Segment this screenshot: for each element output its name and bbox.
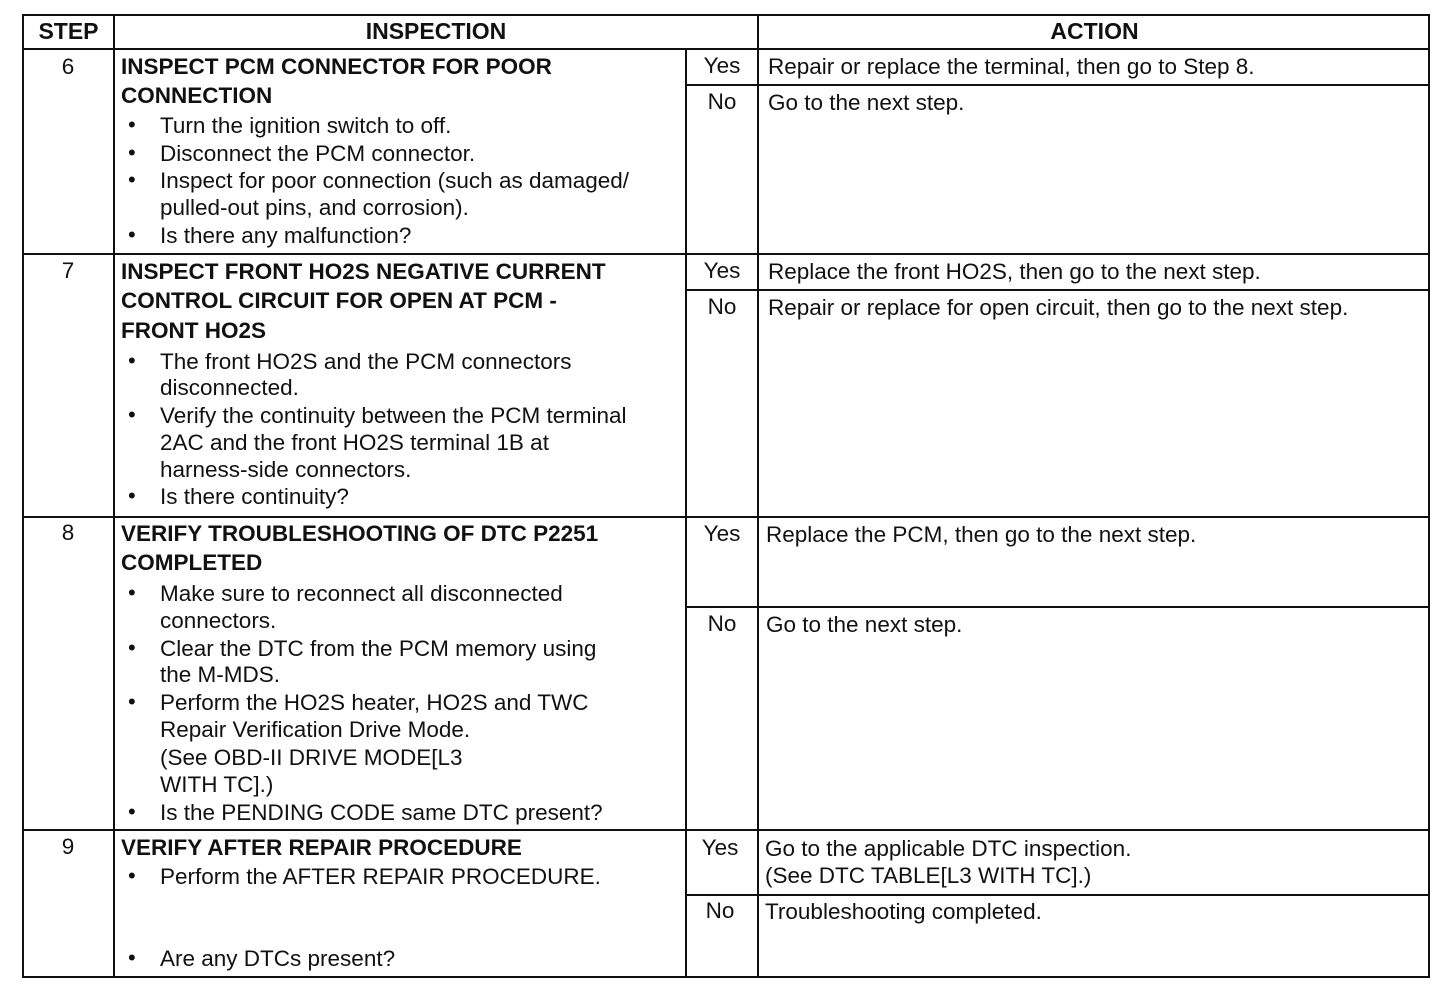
bullet-text: WITH TC].) [160, 772, 274, 797]
bullet-text: pulled-out pins, and corrosion). [160, 195, 469, 220]
yes-no-divider [685, 894, 1430, 896]
no-action: Go to the next step. [768, 90, 965, 115]
yes-label: Yes [703, 521, 741, 546]
bullet-text: (See OBD-II DRIVE MODE[L3 [160, 745, 463, 770]
bullet-text: Perform the HO2S heater, HO2S and TWC [160, 690, 589, 715]
bullet-text: Is the PENDING CODE same DTC present? [160, 800, 603, 825]
bullet-text: disconnected. [160, 375, 299, 400]
bullet-text: the M-MDS. [160, 662, 281, 687]
yes-no-divider [685, 606, 1430, 608]
bullet-text: 2AC and the front HO2S terminal 1B at [160, 430, 549, 455]
header-inspection: INSPECTION [365, 18, 507, 44]
inspection-title-line: CONNECTION [121, 83, 273, 108]
bullet-text: Disconnect the PCM connector. [160, 141, 476, 166]
no-action: Repair or replace for open circuit, then go to the next step. [768, 295, 1349, 320]
bullet-text: Is there continuity? [160, 484, 349, 509]
yes-action: Go to the applicable DTC inspection. [765, 836, 1132, 861]
header-action: ACTION [1050, 18, 1139, 44]
inspection-title-line: COMPLETED [121, 550, 263, 575]
yes-no-divider [685, 289, 1430, 291]
bullet-dot: • [128, 635, 136, 660]
yes-action: Repair or replace the terminal, then go to Step 8. [768, 54, 1255, 79]
no-action: Go to the next step. [766, 612, 963, 637]
step-number: 6 [61, 54, 75, 79]
bullet-dot: • [128, 483, 136, 508]
bullet-dot: • [128, 112, 136, 137]
bullet-dot: • [128, 167, 136, 192]
bullet-dot: • [128, 222, 136, 247]
bullet-text: Inspect for poor connection (such as damaged/ [160, 168, 630, 193]
inspection-title-line: VERIFY TROUBLESHOOTING OF DTC P2251 [121, 521, 599, 546]
yes-label: Yes [703, 53, 741, 78]
bullet-text: harness-side connectors. [160, 457, 412, 482]
no-label: No [705, 898, 735, 923]
row-divider [22, 829, 1430, 831]
yes-label: Yes [703, 258, 741, 283]
yes-action: Replace the PCM, then go to the next step. [766, 522, 1197, 547]
yes-action: (See DTC TABLE[L3 WITH TC].) [765, 863, 1092, 888]
inspection-title-line: INSPECT PCM CONNECTOR FOR POOR [121, 54, 552, 79]
step-number: 7 [61, 258, 75, 283]
bullet-dot: • [128, 402, 136, 427]
step-number: 9 [61, 834, 75, 859]
no-action: Troubleshooting completed. [765, 899, 1042, 924]
row-divider [22, 253, 1430, 255]
bullet-text: Is there any malfunction? [160, 223, 412, 248]
inspection-title-line: INSPECT FRONT HO2S NEGATIVE CURRENT [121, 259, 606, 284]
bullet-text: Are any DTCs present? [160, 946, 396, 971]
col-divider-action [757, 14, 759, 978]
bullet-text: Verify the continuity between the PCM terminal [160, 403, 627, 428]
bullet-dot: • [128, 689, 136, 714]
bullet-text: Make sure to reconnect all disconnected [160, 581, 563, 606]
yes-no-divider [685, 84, 1430, 86]
bullet-dot: • [128, 580, 136, 605]
header-divider [22, 48, 1430, 50]
bullet-dot: • [128, 863, 136, 888]
bullet-text: Repair Verification Drive Mode. [160, 717, 471, 742]
bullet-dot: • [128, 348, 136, 373]
yes-label: Yes [701, 835, 739, 860]
no-label: No [707, 89, 737, 114]
bullet-dot: • [128, 945, 136, 970]
bullet-dot: • [128, 140, 136, 165]
inspection-title-line: VERIFY AFTER REPAIR PROCEDURE [121, 835, 522, 860]
bullet-text: connectors. [160, 608, 277, 633]
no-label: No [707, 611, 737, 636]
bullet-text: Perform the AFTER REPAIR PROCEDURE. [160, 864, 601, 889]
step-number: 8 [61, 520, 75, 545]
header-step: STEP [38, 18, 99, 44]
row-divider [22, 516, 1430, 518]
inspection-title-line: FRONT HO2S [121, 318, 267, 343]
bullet-dot: • [128, 799, 136, 824]
bullet-text: The front HO2S and the PCM connectors [160, 349, 572, 374]
bullet-text: Turn the ignition switch to off. [160, 113, 452, 138]
inspection-title-line: CONTROL CIRCUIT FOR OPEN AT PCM - [121, 288, 557, 313]
yes-action: Replace the front HO2S, then go to the next step. [768, 259, 1261, 284]
no-label: No [707, 294, 737, 319]
bullet-text: Clear the DTC from the PCM memory using [160, 636, 597, 661]
